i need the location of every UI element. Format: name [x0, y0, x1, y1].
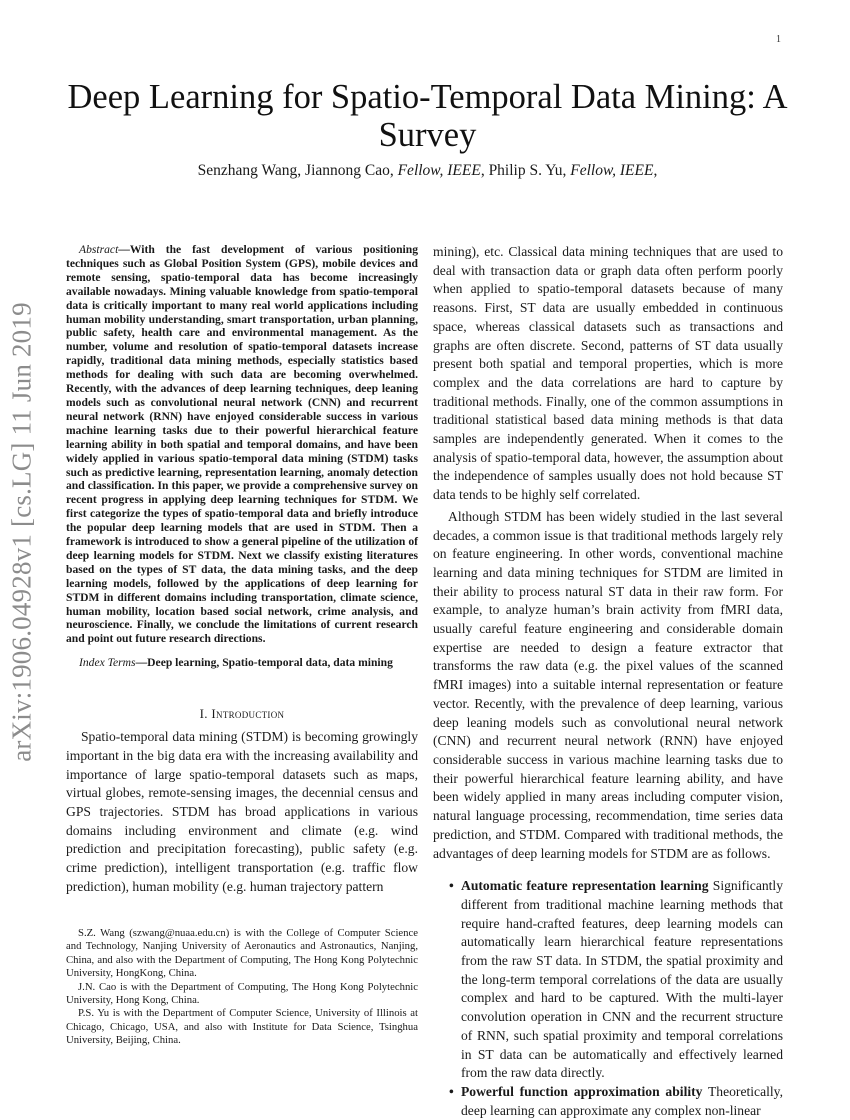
- list-item-text: Theoretically, deep learning can approximate any complex non-linear: [461, 1083, 783, 1118]
- abstract: Abstract—With the fast development of various positioning techniques such as Global Position System (GPS), mobile devices and remote sensing, spatio-temporal data has become increasingly available nowadays. Mining valuable knowledge from spatio-temporal data is critically important to many real world applications including human mobility understanding, smart transportation, urban planning, public safety, health care and environmental management. As the number, volume and resolution of spatio-temporal datasets increase rapidly, traditional data mining methods, especially statistics based methods for dealing with such data are becoming overwhelmed. Recently, with the advances of deep learning techniques, deep leaning models such as convolutional neural network (CNN) and recurrent neural network (RNN) have enjoyed considerable success in various machine learning tasks due to their powerful hierarchical feature learning ability in both spatial and temporal domains, and have been widely applied in various spatio-temporal data mining (STDM) tasks such as predictive learning, representation learning, anomaly detection and classification. In this paper, we provide a comprehensive survey on recent progress in applying deep learning techniques for STDM. We first categorize the types of spatio-temporal data and briefly introduce the popular deep learning models that are used in STDM. Then a framework is introduced to show a general pipeline of the utilization of deep learning models for STDM. Next we classify existing literatures based on the types of ST data, the data mining tasks, and the deep learning models, followed by the applications of deep learning for STDM in different domains including transportation, climate science, human mobility, location based social network, crime analysis, and neuroscience. Finally, we conclude the limitations of current research and point out future research directions.: [66, 243, 418, 646]
- intro-paragraph: Spatio-temporal data mining (STDM) is becoming growingly important in the big data era with the increasing availability and importance of large spatio-temporal datasets such as maps, virtual globes, remote-sensing images, the decennial census and GPS trajectories. STDM has broad applications in various domains including environment and climate (e.g. wind prediction and precipitation forecasting), public safety (e.g. crime prediction), intelligent transportation (e.g. traffic flow prediction), human mobility (e.g. human trajectory pattern: [66, 729, 418, 894]
- author-name: Jiannong Cao: [305, 162, 390, 179]
- list-item: [433, 877, 783, 1083]
- intro-paragraph-continued: mining), etc. Classical data mining techniques that are used to deal with transaction data or graph data often perform poorly when applied to spatio-temporal datasets because of many reasons. First, ST data are usually embedded in continuous space, whereas classical datasets such as transactions and graphs are often discrete. Second, patterns of ST data usually present both spatial and temporal properties, which is more complex and the data correlations are hard to capture by traditional methods. Finally, one of the common assumptions in traditional statistical based data mining methods is that data samples are independently generated. When it comes to the analysis of spatio-temporal data, however, the assumption about the independence of samples usually does not hold because ST data tends to be highly self correlated.: [433, 244, 783, 503]
- footnote: P.S. Yu is with the Department of Computer Science, University of Illinois at Chicago, Chicago, USA, and also with Institute for Data Science, Tsinghua University, Beijing, China.: [66, 1007, 418, 1047]
- left-column: [66, 243, 418, 897]
- page-number: 1: [776, 34, 781, 45]
- index-terms-text: Deep learning, Spatio-temporal data, data mining: [147, 656, 393, 670]
- list-item-lead: Automatic feature representation learning: [461, 878, 709, 894]
- index-terms-label: Index Terms: [79, 656, 136, 670]
- abstract-label: Abstract: [79, 243, 119, 256]
- advantages-list: [433, 877, 783, 1120]
- author-affiliation-title: Fellow, IEEE: [397, 162, 481, 179]
- abstract-text: With the fast development of various positioning techniques such as Global Position System (GPS), mobile devices and remote sensing, spatio-temporal data has become increasingly available nowadays. Mining valuable knowledge from spatio-temporal data is critically important to many real world applications including human mobility understanding, smart transportation, urban planning, public safety, health care and environmental management. As the number, volume and resolution of spatio-temporal datasets increase rapidly, traditional data mining methods, especially statistics based methods for dealing with such data are becoming overwhelmed. Recently, with the advances of deep learning techniques, deep leaning models such as convolutional neural network (CNN) and recurrent neural network (RNN) have enjoyed considerable success in various machine learning tasks due to their powerful hierarchical feature learning ability in both spatial and temporal domains, and have been widely applied in various spatio-temporal data mining (STDM) tasks such as predictive learning, representation learning, anomaly detection and classification. In this paper, we provide a comprehensive survey on recent progress in applying deep learning techniques for STDM. We first categorize the types of spatio-temporal data and briefly introduce the popular deep learning models that are used in STDM. Then a framework is introduced to show a general pipeline of the utilization of deep learning models for STDM. Next we classify existing literatures based on the types of ST data, the data mining tasks, and the deep learning models, followed by the applications of deep learning for STDM in different domains including transportation, climate science, human mobility, location based social network, crime analysis, and neuroscience. Finally, we conclude the limitations of current research and point out future research directions.: [66, 243, 418, 646]
- footnote: J.N. Cao is with the Department of Computing, The Hong Kong Polytechnic University, Hong Kong, China.: [66, 980, 418, 1007]
- bullet-icon: •: [449, 1083, 454, 1099]
- author-affiliation-title: Fellow, IEEE: [570, 162, 654, 179]
- footnote: S.Z. Wang (szwang@nuaa.edu.cn) is with the College of Computer Science and Technology, Nanjing University of Aeronautics and Astronautics, Nanjing, China, and also with the Department of Computing, The Hong Kong Polytechnic University, HongKong, China.: [66, 927, 418, 980]
- right-column: [433, 243, 783, 1120]
- author-list: Senzhang Wang, Jiannong Cao, Fellow, IEEE, Philip S. Yu, Fellow, IEEE,: [197, 162, 658, 179]
- list-item: [433, 1083, 783, 1120]
- bullet-icon: •: [449, 878, 454, 894]
- arxiv-identifier-stamp: arXiv:1906.04928v1 [cs.LG] 11 Jun 2019: [6, 302, 37, 762]
- author-footnotes: [66, 927, 418, 1048]
- intro-paragraph: Although STDM has been widely studied in the last several decades, a common issue is that traditional methods largely rely on feature engineering. In other words, conventional machine learning and data mining techniques for STDM are limited in their ability to process natural ST data in their raw form. For example, to analyze human’s brain activity from fMRI data, usually careful feature engineering and considerable domain expertise are needed to design a feature extractor that transforms the raw data (e.g. the pixel values of the scanned fMRI images) into a suitable internal representation or feature vector. Recently, with the prevalence of deep learning, various deep leaning models such as convolutional neural network (CNN) and recurrent neural network (RNN) have enjoyed considerable success in various machine learning tasks due to their powerful hierarchical feature learning ability, and have been widely applied in many areas including computer vision, natural language processing, recommendation, time series data prediction, and STDM. Compared with traditional methods, the advantages of deep learning models for STDM are as follows.: [433, 508, 783, 861]
- author-name: Senzhang Wang: [197, 162, 298, 179]
- list-item-lead: Powerful function approximation ability: [461, 1083, 703, 1099]
- index-terms: Index Terms—Deep learning, Spatio-temporal data, data mining: [79, 656, 393, 670]
- section-heading-introduction: I. Introduction: [199, 706, 285, 722]
- author-name: Philip S. Yu: [488, 162, 563, 179]
- list-item-text: Significantly different from traditional machine learning methods that require hand-crafted features, deep learning models can automatically learn hierarchical feature representations from the raw ST data. In STDM, the spatial proximity and the long-term temporal correlations of the data are usually complex and hard to be captured. With the multi-layer convolution operation in CNN and the recurrent structure of RNN, such spatial proximity and temporal correlations in ST data can be automatically and effectively learned from the raw data directly.: [461, 878, 784, 1081]
- paper-title: Deep Learning for Spatio-Temporal Data Mining: A Survey: [67, 78, 788, 154]
